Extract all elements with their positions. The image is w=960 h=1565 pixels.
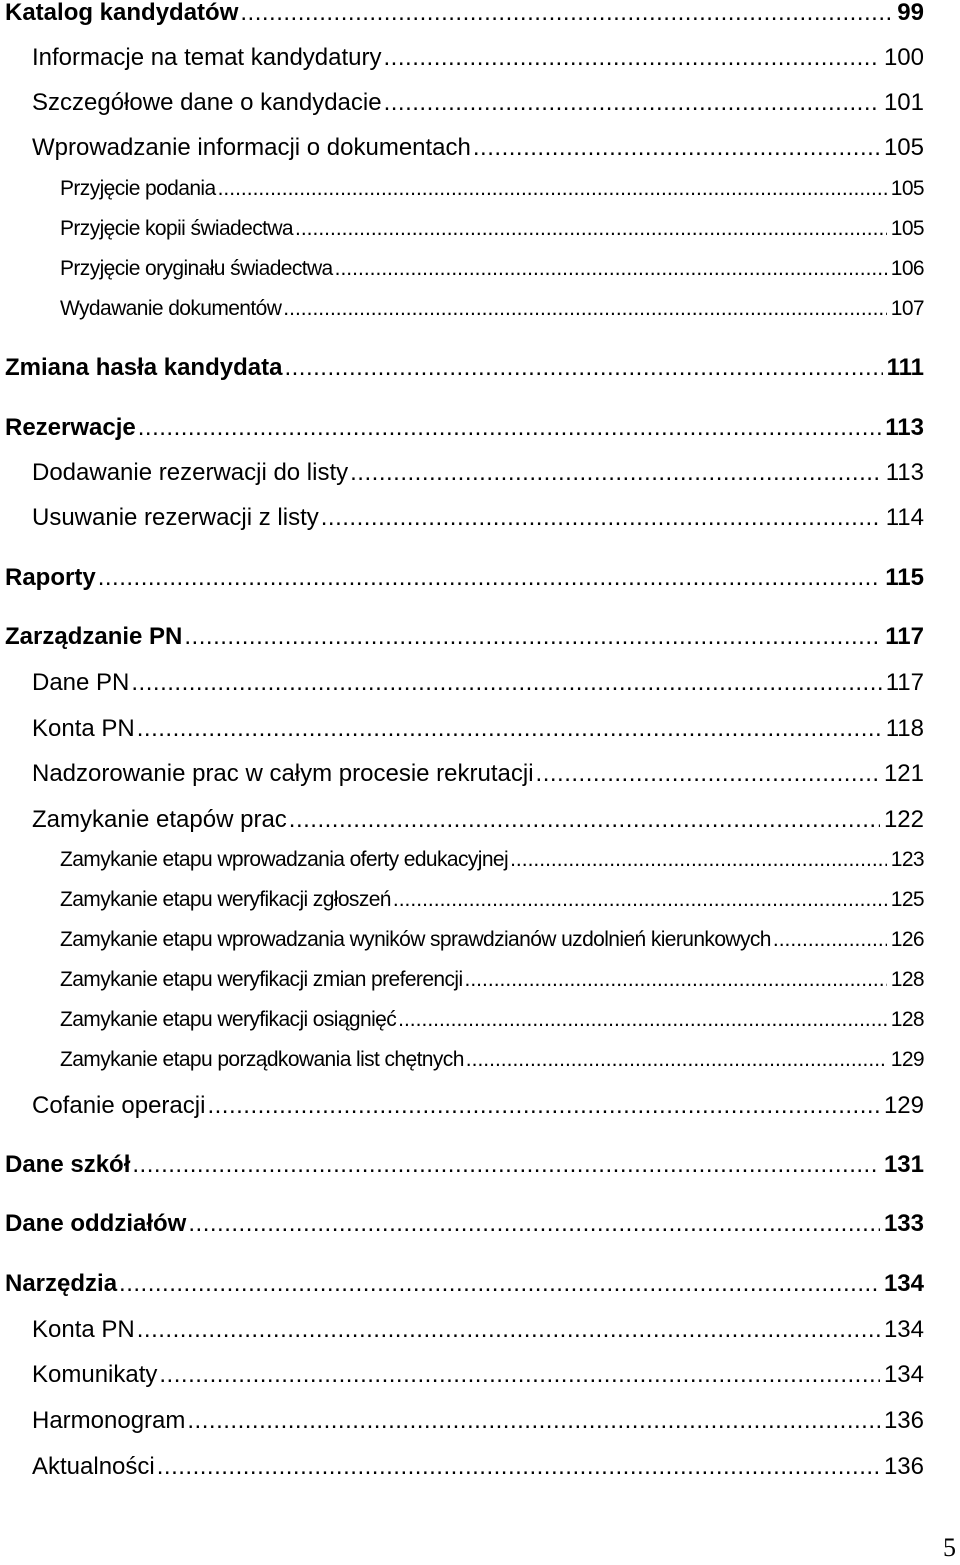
dot-leader xyxy=(398,1003,887,1037)
dot-leader xyxy=(240,0,893,30)
toc-entry-title: Konta PN xyxy=(32,1316,135,1343)
toc-entry-page: 123 xyxy=(890,848,924,871)
dot-leader xyxy=(137,712,882,746)
toc-entry[interactable] xyxy=(32,803,924,837)
toc-entry-page: 117 xyxy=(885,623,924,650)
toc-entry[interactable] xyxy=(5,561,924,595)
dot-leader xyxy=(393,883,887,917)
toc-entry-title: Narzędzia xyxy=(5,1270,118,1297)
toc-entry-page: 107 xyxy=(890,297,924,320)
toc-entry-page: 125 xyxy=(890,888,924,911)
toc-entry[interactable] xyxy=(60,963,924,997)
toc-entry-title: Dane PN xyxy=(32,669,130,696)
dot-leader xyxy=(119,1267,880,1301)
toc-entry-page: 105 xyxy=(890,177,924,200)
page-number: 5 xyxy=(943,1533,956,1562)
toc-entry[interactable] xyxy=(5,0,924,30)
toc-entry-title: Konta PN xyxy=(32,715,135,742)
dot-leader xyxy=(132,1148,880,1182)
toc-entry-title: Wprowadzanie informacji o dokumentach xyxy=(32,134,471,161)
toc-entry[interactable] xyxy=(5,1207,924,1241)
toc-entry[interactable] xyxy=(32,1358,924,1392)
toc-entry-title: Wydawanie dokumentów xyxy=(60,297,282,320)
toc-entry[interactable] xyxy=(60,212,924,246)
toc-entry-title: Usuwanie rezerwacji z listy xyxy=(32,504,319,531)
toc-entry-page: 134 xyxy=(883,1316,924,1343)
toc-entry[interactable] xyxy=(32,1313,924,1347)
toc-entry[interactable] xyxy=(5,411,924,445)
toc-entry-title: Przyjęcie kopii świadectwa xyxy=(60,217,293,240)
toc-entry-page: 105 xyxy=(890,217,924,240)
toc-entry[interactable] xyxy=(60,1043,924,1077)
toc-entry-page: 106 xyxy=(890,257,924,280)
dot-leader xyxy=(131,666,881,700)
toc-entry-title: Dane szkół xyxy=(5,1151,131,1178)
toc-entry-page: 117 xyxy=(885,669,924,696)
toc-entry-title: Zamykanie etapów prac xyxy=(32,806,287,833)
toc-entry-page: 122 xyxy=(883,806,924,833)
toc-entry-title: Zmiana hasła kandydata xyxy=(5,354,283,381)
toc-entry[interactable] xyxy=(60,843,924,877)
toc-entry-title: Dane oddziałów xyxy=(5,1210,187,1237)
toc-entry-title: Zamykanie etapu wprowadzania wyników sprawdzianów uzdolnień kierunkowych xyxy=(60,928,771,951)
toc-entry[interactable] xyxy=(60,252,924,286)
toc-entry[interactable] xyxy=(32,1450,924,1484)
toc-entry[interactable] xyxy=(32,41,924,75)
toc-entry-page: 129 xyxy=(883,1092,924,1119)
toc-entry[interactable] xyxy=(5,620,924,654)
toc-entry-title: Zamykanie etapu weryfikacji zgłoszeń xyxy=(60,888,391,911)
toc-entry[interactable] xyxy=(32,131,924,165)
toc-entry-page: 129 xyxy=(890,1048,924,1071)
toc-entry[interactable] xyxy=(5,351,924,385)
dot-leader xyxy=(384,41,880,75)
toc-entry-title: Dodawanie rezerwacji do listy xyxy=(32,459,349,486)
toc-entry-title: Informacje na temat kandydatury xyxy=(32,44,382,71)
dot-leader xyxy=(159,1358,880,1392)
toc-entry-title: Nadzorowanie prac w całym procesie rekrutacji xyxy=(32,760,534,787)
toc-entry-title: Cofanie operacji xyxy=(32,1092,206,1119)
toc-entry-title: Zamykanie etapu wprowadzania oferty edukacyjnej xyxy=(60,848,509,871)
toc-entry[interactable] xyxy=(32,1404,924,1438)
toc-entry-title: Aktualności xyxy=(32,1453,155,1480)
toc-entry-page: 101 xyxy=(883,89,924,116)
toc-entry-page: 134 xyxy=(883,1270,924,1297)
toc-entry-page: 136 xyxy=(883,1453,924,1480)
dot-leader xyxy=(289,803,880,837)
dot-leader xyxy=(384,86,880,120)
dot-leader xyxy=(510,843,887,877)
toc-entry-page: 136 xyxy=(883,1407,924,1434)
toc-entry[interactable] xyxy=(32,86,924,120)
toc-entry-page: 105 xyxy=(883,134,924,161)
toc-entry[interactable] xyxy=(5,1267,924,1301)
toc-entry-page: 113 xyxy=(885,414,924,441)
dot-leader xyxy=(157,1450,880,1484)
toc-entry-title: Katalog kandydatów xyxy=(5,0,239,26)
toc-entry-page: 115 xyxy=(885,564,924,591)
toc-entry-title: Komunikaty xyxy=(32,1361,158,1388)
dot-leader xyxy=(184,620,881,654)
toc-entry[interactable] xyxy=(60,1003,924,1037)
toc-entry-page: 99 xyxy=(897,0,924,26)
dot-leader xyxy=(188,1207,880,1241)
toc-entry-page: 113 xyxy=(885,459,924,486)
toc-entry-page: 118 xyxy=(885,715,924,742)
dot-leader xyxy=(350,456,882,490)
dot-leader xyxy=(295,212,887,246)
toc-entry[interactable] xyxy=(32,712,924,746)
toc-entry-title: Harmonogram xyxy=(32,1407,186,1434)
toc-entry-page: 114 xyxy=(885,504,924,531)
toc-entry-title: Przyjęcie oryginału świadectwa xyxy=(60,257,333,280)
toc-entry-title: Przyjęcie podania xyxy=(60,177,216,200)
dot-leader xyxy=(321,501,882,535)
dot-leader xyxy=(207,1089,880,1123)
toc-entry-page: 131 xyxy=(883,1151,924,1178)
toc-entry[interactable] xyxy=(60,883,924,917)
toc-entry[interactable] xyxy=(32,757,924,791)
toc-entry-title: Zamykanie etapu weryfikacji osiągnięć xyxy=(60,1008,397,1031)
toc-entry-page: 134 xyxy=(883,1361,924,1388)
toc-entry[interactable] xyxy=(60,923,924,957)
toc-entry-page: 100 xyxy=(883,44,924,71)
toc-entry-page: 128 xyxy=(890,1008,924,1031)
toc-entry-page: 133 xyxy=(883,1210,924,1237)
dot-leader xyxy=(98,561,882,595)
dot-leader xyxy=(465,963,887,997)
dot-leader xyxy=(138,411,882,445)
toc-entry-title: Szczegółowe dane o kandydacie xyxy=(32,89,382,116)
dot-leader xyxy=(473,131,880,165)
toc-entry-title: Zamykanie etapu weryfikacji zmian preferencji xyxy=(60,968,463,991)
dot-leader xyxy=(283,292,886,326)
toc-entry[interactable] xyxy=(32,501,924,535)
toc-entry-page: 121 xyxy=(883,760,924,787)
toc-entry[interactable] xyxy=(32,666,924,700)
toc-entry-title: Zarządzanie PN xyxy=(5,623,183,650)
dot-leader xyxy=(773,923,887,957)
toc-entry-title: Raporty xyxy=(5,564,96,591)
toc-entry-page: 126 xyxy=(890,928,924,951)
toc-entry-title: Zamykanie etapu porządkowania list chętnych xyxy=(60,1048,464,1071)
toc-entry[interactable] xyxy=(32,1089,924,1123)
dot-leader xyxy=(187,1404,880,1438)
dot-leader xyxy=(536,757,880,791)
toc-entry[interactable] xyxy=(32,456,924,490)
dot-leader xyxy=(466,1043,887,1077)
dot-leader xyxy=(218,172,887,206)
dot-leader xyxy=(335,252,887,286)
toc-entry[interactable] xyxy=(60,172,924,206)
dot-leader xyxy=(284,351,882,385)
toc-entry[interactable] xyxy=(5,1148,924,1182)
toc-entry-page: 128 xyxy=(890,968,924,991)
toc-entry[interactable] xyxy=(60,292,924,326)
dot-leader xyxy=(137,1313,880,1347)
toc-entry-title: Rezerwacje xyxy=(5,414,136,441)
toc-entry-page: 111 xyxy=(886,354,924,381)
